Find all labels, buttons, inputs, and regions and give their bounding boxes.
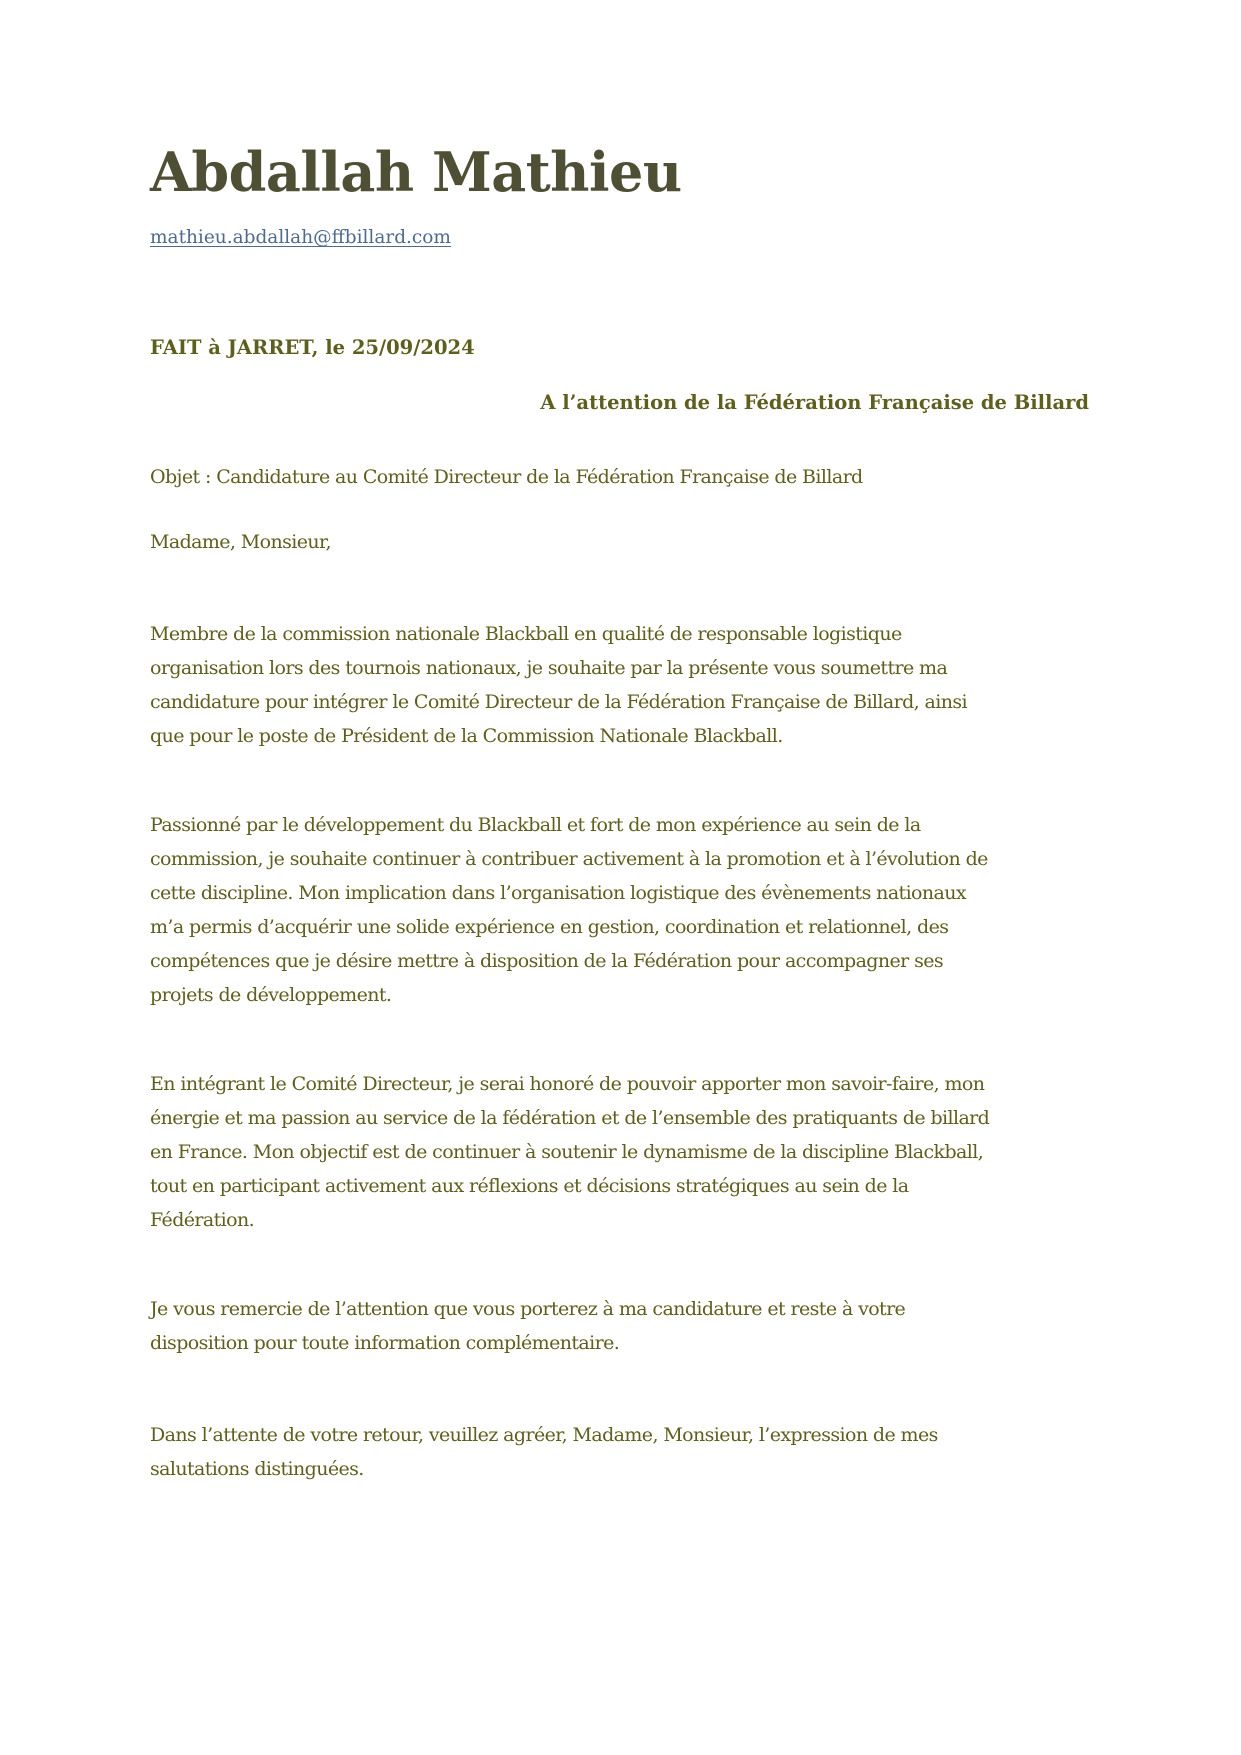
paragraph-3 xyxy=(150,1067,989,1237)
paragraph-2 xyxy=(150,808,988,1012)
paragraph-1 xyxy=(150,617,967,753)
paragraph-line: organisation lors des tournois nationaux, je souhaite par la présente vous soumettre ma xyxy=(150,657,948,679)
closing-paragraph xyxy=(150,1418,938,1486)
recipient-line: A l’attention de la Fédération Française de Billard xyxy=(540,391,1089,414)
paragraph-line: compétences que je désire mettre à disposition de la Fédération pour accompagner ses xyxy=(150,950,944,972)
subject-line xyxy=(150,460,863,494)
sender-name: Abdallah Mathieu xyxy=(150,140,682,204)
paragraph-line: disposition pour toute information complémentaire. xyxy=(150,1332,620,1354)
paragraph-4 xyxy=(150,1292,905,1360)
place-date-line: FAIT à JARRET, le 25/09/2024 xyxy=(150,336,475,359)
paragraph-line: En intégrant le Comité Directeur, je serai honoré de pouvoir apporter mon savoir-faire, mon xyxy=(150,1073,985,1095)
paragraph-line: projets de développement. xyxy=(150,984,392,1006)
paragraph-line: tout en participant activement aux réflexions et décisions stratégiques au sein de la xyxy=(150,1175,909,1197)
salutation xyxy=(150,525,331,559)
paragraph-line: m’a permis d’acquérir une solide expérience en gestion, coordination et relationnel, des xyxy=(150,916,949,938)
paragraph-line: cette discipline. Mon implication dans l’organisation logistique des évènements nationaux xyxy=(150,882,967,904)
paragraph-line: que pour le poste de Président de la Commission Nationale Blackball. xyxy=(150,725,783,747)
sender-email-link[interactable]: mathieu.abdallah@ffbillard.com xyxy=(150,227,451,248)
paragraph-line: Fédération. xyxy=(150,1209,255,1231)
paragraph-line: énergie et ma passion au service de la fédération et de l’ensemble des pratiquants de billard xyxy=(150,1107,990,1129)
paragraph-line: Dans l’attente de votre retour, veuillez agréer, Madame, Monsieur, l’expression de mes xyxy=(150,1424,938,1446)
paragraph-line: commission, je souhaite continuer à contribuer activement à la promotion et à l’évolution de xyxy=(150,848,988,870)
paragraph-line: Je vous remercie de l’attention que vous porterez à ma candidature et reste à votre xyxy=(150,1298,906,1320)
paragraph-line: Passionné par le développement du Blackball et fort de mon expérience au sein de la xyxy=(150,814,921,836)
salutation-text: Madame, Monsieur, xyxy=(150,531,331,553)
paragraph-line: candidature pour intégrer le Comité Directeur de la Fédération Française de Billard, ainsi xyxy=(150,691,967,713)
paragraph-line: en France. Mon objectif est de continuer à soutenir le dynamisme de la discipline Blackball, xyxy=(150,1141,984,1163)
subject-text: Objet : Candidature au Comité Directeur de la Fédération Française de Billard xyxy=(150,466,863,488)
paragraph-line: Membre de la commission nationale Blackball en qualité de responsable logistique xyxy=(150,623,902,645)
paragraph-line: salutations distinguées. xyxy=(150,1458,364,1480)
